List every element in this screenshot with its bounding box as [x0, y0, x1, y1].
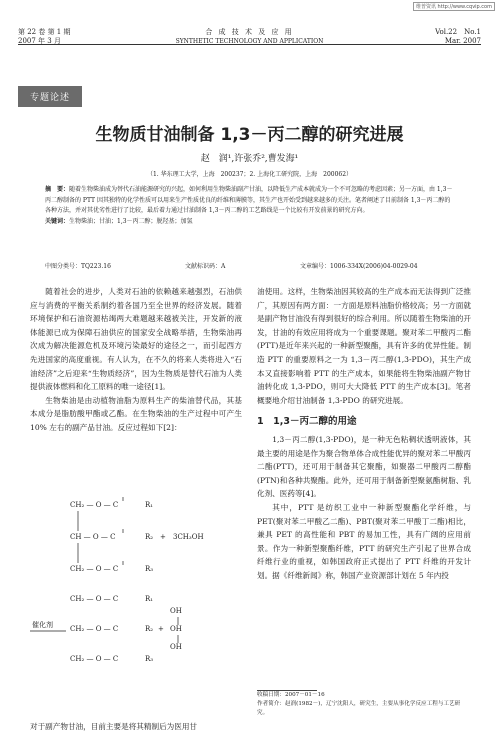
- watermark: 维普资讯 http://www.cqvip.com: [413, 2, 495, 11]
- authors: 赵 润¹,许张乔²,曹发海¹: [200, 154, 299, 164]
- issue-date: 2007 年 3 月: [18, 37, 61, 45]
- paragraph: 生物柴油是由动植物油脂为原料生产的柴油替代品，其基本成分是脂肪酸甲酯或乙酯。在生物柴油的生产过程中可产生 10% 左右的副产品甘油。反应过程如下[2]：: [30, 395, 242, 432]
- equation-text: R₁: [145, 501, 154, 509]
- footnote: [257, 690, 471, 718]
- journal-name-en: SYNTHETIC TECHNOLOGY AND APPLICATION: [175, 38, 324, 45]
- transesterification-equation: [30, 495, 245, 720]
- article-number: 文章编号：1006-334X(2006)04-0029-04: [300, 263, 418, 270]
- keywords: 生物柴油；甘油；1,3－丙二醇；脱羟基；加氢: [69, 217, 193, 225]
- section-heading: 1 1,3－丙二醇的用途: [257, 416, 357, 428]
- equation-text: CH₂ — O — C: [70, 565, 119, 573]
- paragraph: 对于副产物甘油，目前主要是将其精制后为医用甘: [30, 722, 198, 731]
- left-column: [30, 285, 242, 435]
- paragraph: 随着社会的进步，人类对石油的依赖越来越强烈，石油供应与消费的平衡关系制约着各国乃至全世界的经济发展。随着环境保护和石油资源枯竭两大难题越来越被关注，开发新的液体能源已成为保障石油供应的国家安全战略举措，生物柴油再次成为解决能源危机及环境污染最好的途径之一，而引起西方先进国家的高度重视。有人认为，在不久的将来人类将进入“石油经济”之后迎来“生物质经济”，因为生物质是替代石油为人类提供液体燃料和化工原料的唯一途径[1]。: [30, 287, 242, 392]
- date-en: Mar. 2007: [444, 37, 481, 45]
- header-rule: [18, 44, 481, 45]
- equation-text: 催化剂: [32, 621, 53, 629]
- section-tag: 专题论述: [18, 86, 82, 107]
- equation-text: CH₂ — O — C: [70, 625, 119, 633]
- paper-title: 生物质甘油制备 1,3－丙二醇的研究进展: [95, 125, 404, 145]
- abstract-label: 摘 要：: [45, 186, 70, 193]
- equation-text: +: [158, 625, 164, 633]
- equation-text: R₁: [145, 595, 154, 603]
- abstract-text: 随着生物柴油成为替代石油能源研究的兴起，如何利用生物柴油副产甘油，以降低生产成本就成为一个不可忽略的考虑因素；另一方面，由 1,3－丙二醇制备的 PTT 因其独特的化学性质可以用来生产性质优良的纤维和薄膜等，其生产也开始受到越来越多的关注。笔者阐述了目前制备 1,3－丙二醇的各种方法，并对其优劣性进行了比较，最后着力通过甘油制备 1,3－丙二醇的工艺路线是一个比较有开发前景的研究方向。: [45, 186, 453, 214]
- equation-text: +: [160, 533, 166, 541]
- equation-text: R₃: [145, 655, 154, 663]
- abstract: [45, 185, 455, 227]
- paragraph: 油使用。这样，生物柴油因其较高的生产成本而无法得到广泛推广，其原因有两方面：一方面是原料油脂价格较高；另一方面就是副产物甘油没有得到很好的综合利用。所以随着生物柴油的开发，甘油的有效应用将成为一个重要课题。聚对苯二甲酸丙二酯(PTT)是近年来兴起的一种新型聚酯，具有许多的优异性能。制造 PTT 的重要原料之一为 1,3－丙二醇(1,3-PDO)，其生产成本又直接影响着 PTT 的生产成本，如果能将生物柴油副产物甘油转化成 1,3-PDO，则可大大降低 PTT 的生产成本[3]。笔者概要地介绍甘油制备 1,3-PDO 的研究进展。: [257, 287, 471, 405]
- affiliations: （1. 华东理工大学，上海 200237；2. 上海化工研究院，上海 200062）: [146, 171, 353, 178]
- equation-text: CH — O — C: [70, 533, 116, 541]
- equation-text: R₂: [145, 533, 154, 541]
- volume-issue: 第 22 卷 第 1 期: [18, 28, 71, 36]
- equation-text: OH: [170, 625, 182, 633]
- volume-en: Vol.22 No.1: [435, 28, 481, 36]
- equation-text: R₃: [145, 565, 154, 573]
- document-code: 文献标识码：A: [185, 263, 226, 270]
- clc-number: 中图分类号：TQ223.16: [45, 263, 111, 270]
- right-column: [257, 285, 471, 582]
- equation-text: CH₂ — O — C: [70, 501, 119, 509]
- equation-text: 3CH₃OH: [173, 533, 204, 541]
- equation-text: OH: [170, 643, 182, 651]
- received-date: 收稿日期：2007－01－16: [257, 692, 325, 698]
- keywords-label: 关键词：: [45, 217, 70, 225]
- equation-text: CH₂ — O — C: [70, 595, 119, 603]
- equation-text: R₂: [145, 625, 154, 633]
- author-bio: 作者简介：赵润(1982－)，辽宁沈阳人，研究生，主要从事化学反应工程与工艺研究。: [257, 701, 461, 716]
- left-column-end: [30, 720, 242, 734]
- equation-text: OH: [170, 607, 182, 615]
- paragraph: 1,3－丙二醇(1,3-PDO)，是一种无色粘稠状透明液体，其最主要的用途是作为聚合物单体合成性能优异的聚对苯二甲酸丙二酯(PTT)，还可用于制备其它聚酯，如聚器二甲酸丙二醇酯(PTN)和各种共聚酯。此外，还可用于制备新型聚氨酯树脂、乳化剂、医药等[4]。: [257, 434, 471, 499]
- equation-text: CH₂ — O — C: [70, 655, 119, 663]
- paragraph: 其中，PTT 是纺织工业中一种新型聚酯化学纤维，与 PET(聚对苯二甲酸乙二酯)、PBT(聚对苯二甲酸丁二酯)相比，兼具 PET 的高性能和 PBT 的易加工性，具有广阔的应用前景。作为一种新型聚酯纤维，PTT 的研究生产引起了世界合成纤维行业的重视，如韩国政府正式提出了 PTT 纤维的开发计划。据《纤维新闻》称，韩国产业资源部计划在 5 年内投: [257, 502, 471, 580]
- journal-name-cn: 合 成 技 术 及 应 用: [205, 28, 294, 36]
